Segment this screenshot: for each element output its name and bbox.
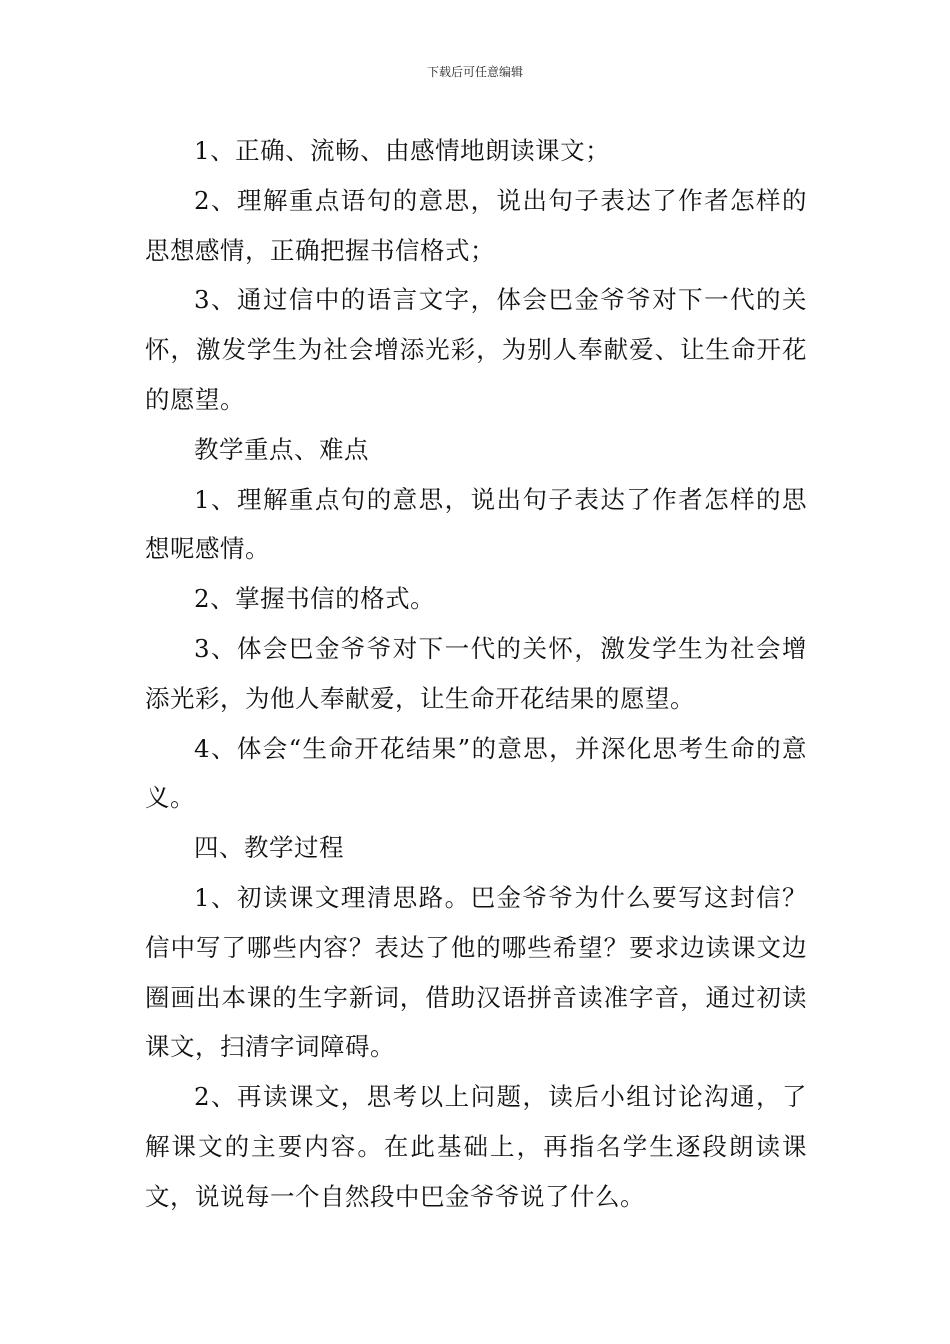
key-point-3: 3、体会巴金爷爷对下一代的关怀，激发学生为社会增添光彩，为他人奉献爱，让生命开花结果的愿望。: [145, 633, 807, 713]
objective-3: 3、通过信中的语言文字，体会巴金爷爷对下一代的关怀，激发学生为社会增添光彩，为别人奉献爱、让生命开花的愿望。: [145, 285, 807, 414]
key-point-1: 1、理解重点句的意思，说出句子表达了作者怎样的思想呢感情。: [145, 484, 807, 564]
objective-2: 2、理解重点语句的意思，说出句子表达了作者怎样的思想感情，正确把握书信格式；: [145, 185, 807, 265]
key-point-4: 4、体会“生命开花结果”的意思，并深化思考生命的意义。: [145, 733, 807, 813]
section-heading-key-points: 教学重点、难点: [194, 434, 369, 464]
process-step-1: 1、初读课文理清思路。巴金爷爷为什么要写这封信？信中写了哪些内容？表达了他的哪些希望？要求边读课文边圈画出本课的生字新词，借助汉语拼音读准字音，通过初读课文，扫清字词障碍。: [145, 882, 807, 1062]
key-point-2: 2、掌握书信的格式。: [194, 584, 436, 614]
document-body: [145, 126, 807, 1222]
page-header-note: 下载后可任意编辑: [426, 65, 523, 79]
process-step-2: 2、再读课文，思考以上问题，读后小组讨论沟通，了解课文的主要内容。在此基础上，再指名学生逐段朗读课文，说说每一个自然段中巴金爷爷说了什么。: [145, 1082, 807, 1211]
section-heading-teaching-process: 四、教学过程: [194, 833, 344, 863]
objective-1: 1、正确、流畅、由感情地朗读课文；: [194, 136, 611, 165]
